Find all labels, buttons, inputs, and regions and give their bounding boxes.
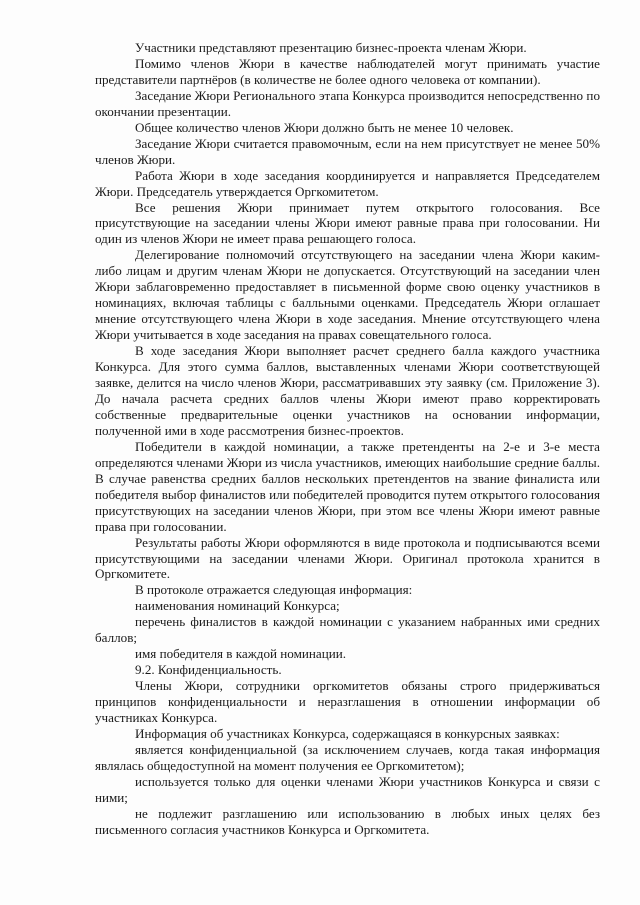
section-heading-confidentiality: 9.2. Конфиденциальность. <box>135 662 282 678</box>
paragraph-jury-count: Общее количество членов Жюри должно быть не менее 10 человек. <box>135 119 514 135</box>
list-item-no-disclosure: не подлежит разглашению или использованию в любых иных целях без письменного согласия участников Конкурса и Оргкомитета. <box>95 805 600 837</box>
list-item-confidential: является конфиденциальной (за исключением случаев, когда такая информация являлась общедоступной на момент получения ее Оргкомитетом); <box>95 741 600 773</box>
paragraph-voting: Все решения Жюри принимает путем открытого голосования. Все присутствующие на заседании члены Жюри имеют равные права при голосовании. Ни один из членов Жюри не имеет права решающего голоса. <box>95 199 600 247</box>
list-item-winner: имя победителя в каждой номинации. <box>135 646 346 662</box>
paragraph-confidentiality-duty: Члены Жюри, сотрудники оргкомитетов обязаны строго придерживаться принципов конфиденциальности и неразглашения в отношении информации об участниках Конкурса. <box>95 678 600 726</box>
paragraph-protocol: Результаты работы Жюри оформляются в виде протокола и подписываются всеми присутствующими на заседании членами Жюри. Оригинал протокола хранится в Оргкомитете. <box>95 534 600 582</box>
paragraph-observers: Помимо членов Жюри в качестве наблюдателей могут принимать участие представители партнёров (в количестве не более одного человека от компании). <box>95 55 600 87</box>
list-item-evaluation-use: используется только для оценки членами Жюри участников Конкурса и связи с ними; <box>95 773 600 805</box>
paragraph-chairman: Работа Жюри в ходе заседания координируется и направляется Председателем Жюри. Председатель утверждается Оргкомитетом. <box>95 167 600 199</box>
list-item-finalists: перечень финалистов в каждой номинации с указанием набранных ими средних баллов; <box>95 614 600 646</box>
list-item-nominations: наименования номинаций Конкурса; <box>135 598 340 614</box>
paragraph-winners: Победители в каждой номинации, а также претенденты на 2-е и 3-е места определяются членами Жюри из числа участников, имеющих наибольшие средние баллы. В случае равенства средних баллов нескольких претендентов на звание финалиста или победителя выбор финалистов или победителей проводится путем открытого голосования присутствующих на заседании членов Жюри, при этом все члены Жюри имеют равные права при голосовании. <box>95 438 600 534</box>
paragraph-average-score: В ходе заседания Жюри выполняет расчет среднего балла каждого участника Конкурса. Для этого сумма баллов, выставленных членами Жюри соответствующей заявке, делится на число членов Жюри, рассматривавших эту заявку (см. Приложение 3). До начала расчета средних баллов члены Жюри имеют право корректировать собственные предварительные оценки участников на основании информации, полученной ими в ходе рассмотрения бизнес-проектов. <box>95 343 600 438</box>
paragraph-application-info: Информация об участниках Конкурса, содержащаяся в конкурсных заявках: <box>135 725 560 741</box>
paragraph-session-timing: Заседание Жюри Регионального этапа Конкурса производится непосредственно по окончании презентации. <box>95 87 600 119</box>
paragraph-quorum: Заседание Жюри считается правомочным, если на нем присутствует не менее 50% членов Жюри. <box>95 135 600 167</box>
paragraph-delegation: Делегирование полномочий отсутствующего на заседании члена Жюри каким-либо лицам и другим членам Жюри не допускается. Отсутствующий на заседании член Жюри заблаговременно предоставляет в письменной форме свою оценку участников в номинациях, включая таблицы с балльными оценками. Председатель Жюри оглашает мнение отсутствующего члена Жюри в ходе заседания. Мнение отсутствующего члена Жюри учитывается в ходе заседания на правах совещательного голоса. <box>95 247 600 343</box>
document-body <box>95 40 600 838</box>
paragraph-protocol-info: В протоколе отражается следующая информация: <box>135 582 413 598</box>
paragraph-presentation: Участники представляют презентацию бизнес-проекта членам Жюри. <box>135 40 527 55</box>
